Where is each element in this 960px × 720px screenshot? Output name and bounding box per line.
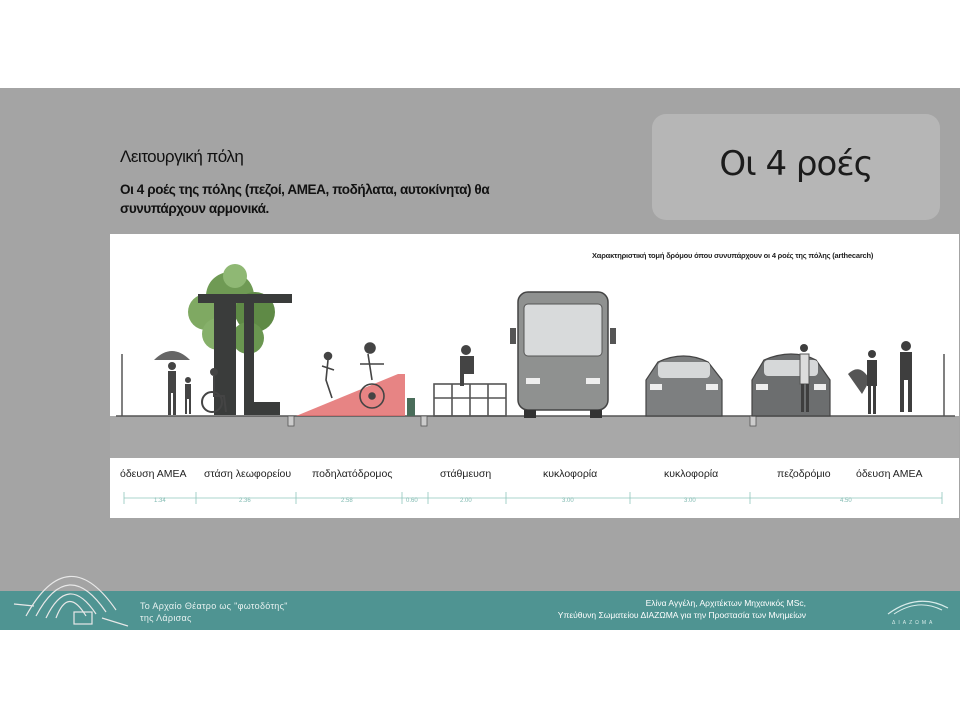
car-icon [752,354,830,416]
subtitle: Οι 4 ροές της πόλης (πεζοί, ΑΜΕΑ, ποδήλατα, αυτοκίνητα) θα συνυπάρχουν αρμονικά. [120,182,490,216]
diazoma-logo-text: ΔΙΑΖΩΜΑ [892,620,936,626]
dimension-value: 3.00 [684,498,696,504]
footer-project-title-line1: Το Αρχαίο Θέατρο ως "φωτοδότης" [140,601,288,611]
bike-lane-ramp [296,374,405,416]
diazoma-logo-icon [884,596,952,618]
dimension-value: 4.50 [840,498,852,504]
footer-author [500,597,806,621]
parking-rack-icon [434,384,506,416]
ancient-theatre-sketch-icon [8,546,133,632]
pedestrian-icon [848,350,877,414]
section-caption: Χαρακτηριστική τομή δρόμου όπου συνυπάρχουν οι 4 ροές της πόλης (arthecarch) [592,251,874,260]
footer-project-title [140,600,288,624]
dimension-value: 3.00 [562,498,574,504]
road-band [110,416,959,458]
title-box [652,114,940,220]
bus-icon [510,292,616,418]
dimension-value: 0.60 [406,498,418,504]
pedestrian-icon [900,341,912,412]
lane-label-sidewalk: πεζοδρόμιο [777,468,831,480]
footer-project-title-line2: της Λάρισας [140,613,192,623]
lane-label-bike-lane: ποδηλατόδρομος [312,468,393,480]
bollard-icon [407,398,415,416]
footer-author-line1: Ελίνα Αγγέλη, Αρχιτέκτων Μηχανικός MSc, [645,598,806,608]
lane-label-accessible-route: όδευση ΑΜΕΑ [120,468,187,480]
footer-author-line2: Υπεύθυνη Σωματείου ΔΙΑΖΩΜΑ για την Προστασία των Μνημείων [557,610,806,620]
child-icon [185,377,191,414]
slide-title: Οι 4 ροές [719,144,873,184]
car-icon [646,356,722,416]
lane-label-parking: στάθμευση [440,468,492,480]
lane-label-accessible-route: όδευση ΑΜΕΑ [856,468,923,480]
lane-label-bus-stop: στάση λεωφορείου [204,468,292,480]
heading: Λειτουργική πόλη [120,147,244,166]
pedestrian-with-umbrella-icon [154,351,190,415]
lane-label-traffic: κυκλοφορία [664,468,719,480]
dimension-value: 2.36 [239,498,251,504]
seated-person-icon [460,345,474,386]
cyclist-icon [322,353,334,399]
dimension-value: 2.00 [460,498,472,504]
dimension-value: 2.58 [341,498,353,504]
dimension-value: 1.34 [154,498,166,504]
lane-label-traffic: κυκλοφορία [543,468,598,480]
